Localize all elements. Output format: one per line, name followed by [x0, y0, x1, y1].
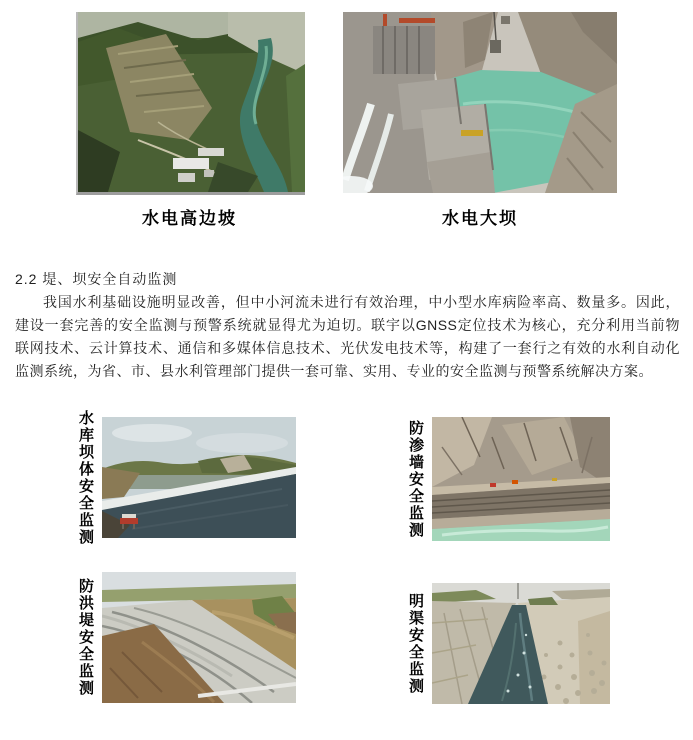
section-paragraph: 我国水利基础设施明显改善，但中小河流未进行有效治理，中小型水库病险率高、数量多。因此，建设一套完善的安全监测与预警系统就显得尤为迫切。联宇以GNSS定位技术为核心，充分利用当前物联网技术、云计算技术、通信和多媒体信息技术、光伏发电技术等，构建了一套行之有效的水利自动化监测系统，为省、市、县水利管理部门提供一套可靠、实用、专业的安全监测与预警系统解决方案。	[15, 294, 680, 379]
figure-open-channel	[408, 583, 610, 704]
photo-open-channel	[432, 583, 610, 704]
photo-hydro-high-slope	[76, 12, 305, 195]
figure-reservoir-dam	[77, 409, 296, 546]
photo-hydro-dam	[343, 12, 617, 193]
photo-reservoir-dam	[102, 417, 296, 538]
label-flood-embankment: 防洪堤安全监测	[77, 578, 94, 697]
label-seepage-wall: 防渗墙安全监测	[407, 419, 424, 539]
section-heading: 2.2 堤、坝安全自动监测	[15, 271, 178, 287]
photo-seepage-wall	[432, 417, 610, 541]
label-open-channel: 明渠安全监测	[407, 592, 424, 695]
caption-hydro-dam: 水电大坝	[442, 209, 518, 228]
photo-flood-embankment	[102, 572, 296, 703]
caption-hydro-high-slope: 水电高边坡	[142, 209, 237, 228]
figure-flood-embankment	[78, 572, 296, 703]
label-reservoir-dam: 水库坝体安全监测	[77, 409, 94, 546]
figure-seepage-wall	[408, 417, 610, 541]
